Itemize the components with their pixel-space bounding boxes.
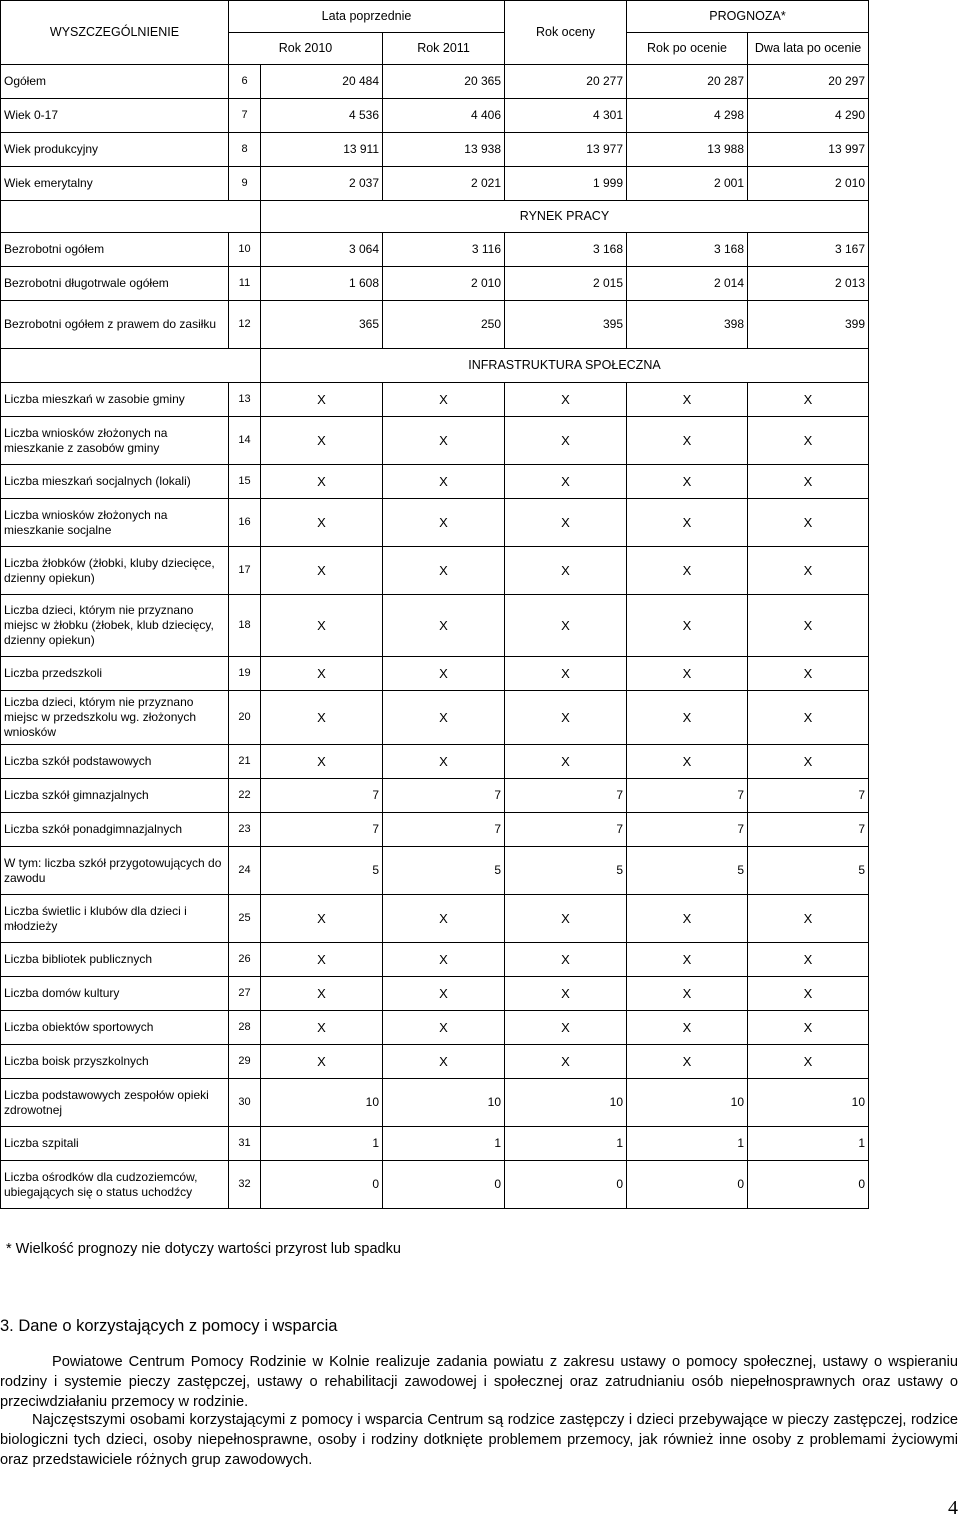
value-cell: X bbox=[627, 383, 748, 417]
value-cell: X bbox=[627, 745, 748, 779]
table-row bbox=[1, 133, 869, 167]
value-cell: 3 168 bbox=[627, 233, 748, 267]
value-cell: 7 bbox=[261, 779, 383, 813]
row-number: 21 bbox=[229, 745, 261, 779]
value-cell: 4 406 bbox=[383, 99, 505, 133]
value-cell: X bbox=[383, 657, 505, 691]
value-cell: 2 010 bbox=[748, 167, 869, 201]
row-number: 22 bbox=[229, 779, 261, 813]
row-label: Liczba szkół ponadgimnazjalnych bbox=[1, 813, 229, 847]
value-cell: 399 bbox=[748, 301, 869, 349]
table-row bbox=[1, 657, 869, 691]
value-cell: 5 bbox=[383, 847, 505, 895]
value-cell: 7 bbox=[748, 779, 869, 813]
value-cell: X bbox=[261, 595, 383, 657]
table-row bbox=[1, 779, 869, 813]
value-cell: 1 bbox=[505, 1127, 627, 1161]
row-number: 13 bbox=[229, 383, 261, 417]
row-number: 31 bbox=[229, 1127, 261, 1161]
value-cell: 0 bbox=[261, 1161, 383, 1209]
row-label: Wiek produkcyjny bbox=[1, 133, 229, 167]
table-row bbox=[1, 547, 869, 595]
row-label: Liczba szkół podstawowych bbox=[1, 745, 229, 779]
row-label: Wiek emerytalny bbox=[1, 167, 229, 201]
value-cell: X bbox=[383, 465, 505, 499]
value-cell: 7 bbox=[383, 779, 505, 813]
value-cell: X bbox=[505, 499, 627, 547]
value-cell: 1 bbox=[627, 1127, 748, 1161]
value-cell: X bbox=[627, 465, 748, 499]
row-label: Liczba mieszkań w zasobie gminy bbox=[1, 383, 229, 417]
value-cell: 13 911 bbox=[261, 133, 383, 167]
value-cell: X bbox=[505, 977, 627, 1011]
value-cell: 20 484 bbox=[261, 65, 383, 99]
row-number: 10 bbox=[229, 233, 261, 267]
table-row bbox=[1, 417, 869, 465]
header-wyszczegolnienie: WYSZCZEGÓLNIENIE bbox=[1, 1, 229, 65]
value-cell: X bbox=[261, 1011, 383, 1045]
row-number: 8 bbox=[229, 133, 261, 167]
value-cell: X bbox=[261, 943, 383, 977]
row-label: Bezrobotni ogółem z prawem do zasiłku bbox=[1, 301, 229, 349]
table-row bbox=[1, 233, 869, 267]
value-cell: 7 bbox=[261, 813, 383, 847]
value-cell: X bbox=[261, 895, 383, 943]
value-cell: 3 116 bbox=[383, 233, 505, 267]
value-cell: X bbox=[505, 943, 627, 977]
row-number: 12 bbox=[229, 301, 261, 349]
row-number: 29 bbox=[229, 1045, 261, 1079]
table-row bbox=[1, 1045, 869, 1079]
value-cell: 10 bbox=[505, 1079, 627, 1127]
row-number: 27 bbox=[229, 977, 261, 1011]
row-label: Wiek 0-17 bbox=[1, 99, 229, 133]
value-cell: 2 014 bbox=[627, 267, 748, 301]
row-number: 14 bbox=[229, 417, 261, 465]
row-number: 20 bbox=[229, 691, 261, 745]
paragraph-1: Powiatowe Centrum Pomocy Rodzinie w Kolnie realizuje zadania powiatu z zakresu ustawy o pomocy społecznej, ustawy o wspieraniu rodziny i systemie pieczy zastępczej, ustawy o rehabilitacji zawodowej i społecznej oraz zatrudnianiu osób niepełnosprawnych oraz ustawy o przeciwdziałaniu przemocy w rodzinie. bbox=[0, 1354, 958, 1410]
row-number: 30 bbox=[229, 1079, 261, 1127]
value-cell: 3 167 bbox=[748, 233, 869, 267]
value-cell: 0 bbox=[748, 1161, 869, 1209]
value-cell: X bbox=[383, 383, 505, 417]
row-label: Liczba boisk przyszkolnych bbox=[1, 1045, 229, 1079]
value-cell: X bbox=[748, 657, 869, 691]
row-label: Liczba szpitali bbox=[1, 1127, 229, 1161]
row-number: 11 bbox=[229, 267, 261, 301]
value-cell: 13 977 bbox=[505, 133, 627, 167]
section-blank-cell bbox=[1, 349, 261, 383]
value-cell: X bbox=[627, 1045, 748, 1079]
row-label: Liczba świetlic i klubów dla dzieci i młodzieży bbox=[1, 895, 229, 943]
table-row bbox=[1, 691, 869, 745]
value-cell: X bbox=[505, 1045, 627, 1079]
value-cell: 10 bbox=[261, 1079, 383, 1127]
value-cell: 20 287 bbox=[627, 65, 748, 99]
value-cell: 2 010 bbox=[383, 267, 505, 301]
row-number: 26 bbox=[229, 943, 261, 977]
value-cell: X bbox=[748, 745, 869, 779]
table-row bbox=[1, 943, 869, 977]
row-label: Liczba szkół gimnazjalnych bbox=[1, 779, 229, 813]
row-number: 15 bbox=[229, 465, 261, 499]
value-cell: X bbox=[261, 1045, 383, 1079]
table-row bbox=[1, 65, 869, 99]
row-label: Ogółem bbox=[1, 65, 229, 99]
table-row bbox=[1, 595, 869, 657]
value-cell: X bbox=[627, 1011, 748, 1045]
value-cell: 1 bbox=[748, 1127, 869, 1161]
value-cell: X bbox=[383, 943, 505, 977]
value-cell: X bbox=[383, 547, 505, 595]
value-cell: X bbox=[627, 547, 748, 595]
value-cell: X bbox=[627, 943, 748, 977]
value-cell: X bbox=[627, 417, 748, 465]
value-cell: 3 168 bbox=[505, 233, 627, 267]
value-cell: X bbox=[505, 657, 627, 691]
value-cell: X bbox=[261, 657, 383, 691]
value-cell: X bbox=[748, 383, 869, 417]
row-number: 24 bbox=[229, 847, 261, 895]
value-cell: 7 bbox=[627, 813, 748, 847]
row-label: Liczba żłobków (żłobki, kluby dziecięce, dzienny opiekun) bbox=[1, 547, 229, 595]
value-cell: 7 bbox=[505, 813, 627, 847]
section-blank-cell bbox=[1, 201, 261, 233]
value-cell: 7 bbox=[748, 813, 869, 847]
row-number: 9 bbox=[229, 167, 261, 201]
header-after-rating: Rok po ocenie bbox=[627, 33, 748, 65]
table-row bbox=[1, 1127, 869, 1161]
row-number: 23 bbox=[229, 813, 261, 847]
value-cell: 250 bbox=[383, 301, 505, 349]
row-number: 19 bbox=[229, 657, 261, 691]
value-cell: X bbox=[748, 1045, 869, 1079]
value-cell: X bbox=[505, 595, 627, 657]
value-cell: X bbox=[505, 547, 627, 595]
row-label: Liczba ośrodków dla cudzoziemców, ubiegających się o status uchodźcy bbox=[1, 1161, 229, 1209]
value-cell: 5 bbox=[748, 847, 869, 895]
row-label: Liczba dzieci, którym nie przyznano miejsc w żłobku (żłobek, klub dziecięcy, dzienny opiekun) bbox=[1, 595, 229, 657]
value-cell: 7 bbox=[383, 813, 505, 847]
row-label: W tym: liczba szkół przygotowujących do zawodu bbox=[1, 847, 229, 895]
row-number: 6 bbox=[229, 65, 261, 99]
row-label: Bezrobotni długotrwale ogółem bbox=[1, 267, 229, 301]
row-label: Liczba przedszkoli bbox=[1, 657, 229, 691]
value-cell: X bbox=[261, 499, 383, 547]
value-cell: X bbox=[383, 745, 505, 779]
value-cell: X bbox=[505, 745, 627, 779]
value-cell: 20 277 bbox=[505, 65, 627, 99]
value-cell: X bbox=[748, 465, 869, 499]
row-label: Bezrobotni ogółem bbox=[1, 233, 229, 267]
value-cell: 7 bbox=[627, 779, 748, 813]
value-cell: 1 608 bbox=[261, 267, 383, 301]
table-row bbox=[1, 813, 869, 847]
row-label: Liczba domów kultury bbox=[1, 977, 229, 1011]
table-row bbox=[1, 99, 869, 133]
value-cell: 5 bbox=[627, 847, 748, 895]
value-cell: X bbox=[261, 417, 383, 465]
table-row bbox=[1, 167, 869, 201]
value-cell: X bbox=[748, 691, 869, 745]
value-cell: 365 bbox=[261, 301, 383, 349]
value-cell: 13 997 bbox=[748, 133, 869, 167]
value-cell: X bbox=[627, 499, 748, 547]
value-cell: 20 365 bbox=[383, 65, 505, 99]
value-cell: X bbox=[383, 1045, 505, 1079]
row-number: 7 bbox=[229, 99, 261, 133]
section-title: RYNEK PRACY bbox=[261, 201, 869, 233]
value-cell: X bbox=[261, 547, 383, 595]
value-cell: 10 bbox=[748, 1079, 869, 1127]
value-cell: X bbox=[748, 595, 869, 657]
value-cell: X bbox=[627, 657, 748, 691]
table-row bbox=[1, 267, 869, 301]
value-cell: X bbox=[261, 691, 383, 745]
value-cell: X bbox=[505, 895, 627, 943]
value-cell: X bbox=[748, 943, 869, 977]
row-number: 17 bbox=[229, 547, 261, 595]
value-cell: 5 bbox=[505, 847, 627, 895]
table-row bbox=[1, 383, 869, 417]
table-row bbox=[1, 977, 869, 1011]
row-label: Liczba obiektów sportowych bbox=[1, 1011, 229, 1045]
value-cell: 13 988 bbox=[627, 133, 748, 167]
value-cell: X bbox=[505, 417, 627, 465]
row-label: Liczba wniosków złożonych na mieszkanie z zasobów gminy bbox=[1, 417, 229, 465]
header-year-2010: Rok 2010 bbox=[229, 33, 383, 65]
value-cell: X bbox=[383, 977, 505, 1011]
row-number: 18 bbox=[229, 595, 261, 657]
section-row bbox=[1, 201, 869, 233]
value-cell: 1 bbox=[261, 1127, 383, 1161]
value-cell: X bbox=[748, 417, 869, 465]
value-cell: X bbox=[748, 499, 869, 547]
value-cell: 4 536 bbox=[261, 99, 383, 133]
value-cell: 0 bbox=[505, 1161, 627, 1209]
value-cell: X bbox=[505, 1011, 627, 1045]
row-number: 16 bbox=[229, 499, 261, 547]
value-cell: X bbox=[261, 745, 383, 779]
value-cell: 3 064 bbox=[261, 233, 383, 267]
table-row bbox=[1, 301, 869, 349]
value-cell: X bbox=[383, 417, 505, 465]
row-label: Liczba mieszkań socjalnych (lokali) bbox=[1, 465, 229, 499]
header-two-years-after: Dwa lata po ocenie bbox=[748, 33, 869, 65]
row-label: Liczba dzieci, którym nie przyznano miejsc w przedszkolu wg. złożonych wniosków bbox=[1, 691, 229, 745]
value-cell: X bbox=[383, 1011, 505, 1045]
row-number: 25 bbox=[229, 895, 261, 943]
value-cell: X bbox=[627, 691, 748, 745]
value-cell: X bbox=[627, 595, 748, 657]
value-cell: 2 021 bbox=[383, 167, 505, 201]
section-heading: 3. Dane o korzystających z pomocy i wsparcia bbox=[0, 1317, 338, 1335]
value-cell: X bbox=[748, 1011, 869, 1045]
value-cell: 0 bbox=[383, 1161, 505, 1209]
value-cell: X bbox=[627, 977, 748, 1011]
value-cell: 0 bbox=[627, 1161, 748, 1209]
value-cell: 395 bbox=[505, 301, 627, 349]
value-cell: X bbox=[627, 895, 748, 943]
value-cell: 2 037 bbox=[261, 167, 383, 201]
section-row bbox=[1, 349, 869, 383]
value-cell: 1 999 bbox=[505, 167, 627, 201]
value-cell: 4 301 bbox=[505, 99, 627, 133]
value-cell: X bbox=[505, 383, 627, 417]
table-row bbox=[1, 895, 869, 943]
value-cell: X bbox=[748, 895, 869, 943]
row-label: Liczba podstawowych zespołów opieki zdrowotnej bbox=[1, 1079, 229, 1127]
header-year-2011: Rok 2011 bbox=[383, 33, 505, 65]
value-cell: 1 bbox=[383, 1127, 505, 1161]
value-cell: X bbox=[748, 547, 869, 595]
value-cell: X bbox=[383, 499, 505, 547]
row-number: 32 bbox=[229, 1161, 261, 1209]
value-cell: 10 bbox=[383, 1079, 505, 1127]
value-cell: 7 bbox=[505, 779, 627, 813]
table-row bbox=[1, 1161, 869, 1209]
value-cell: 2 015 bbox=[505, 267, 627, 301]
row-label: Liczba bibliotek publicznych bbox=[1, 943, 229, 977]
value-cell: 2 013 bbox=[748, 267, 869, 301]
table-row bbox=[1, 1011, 869, 1045]
value-cell: 5 bbox=[261, 847, 383, 895]
value-cell: 4 290 bbox=[748, 99, 869, 133]
value-cell: X bbox=[505, 465, 627, 499]
value-cell: X bbox=[383, 595, 505, 657]
forecast-footnote: * Wielkość prognozy nie dotyczy wartości przyrost lub spadku bbox=[6, 1241, 401, 1257]
value-cell: 398 bbox=[627, 301, 748, 349]
table-row bbox=[1, 745, 869, 779]
value-cell: X bbox=[383, 691, 505, 745]
table-row bbox=[1, 1079, 869, 1127]
value-cell: 10 bbox=[627, 1079, 748, 1127]
header-forecast: PROGNOZA* bbox=[627, 1, 869, 33]
section-title: INFRASTRUKTURA SPOŁECZNA bbox=[261, 349, 869, 383]
value-cell: X bbox=[748, 977, 869, 1011]
table-row bbox=[1, 499, 869, 547]
header-rating-year: Rok oceny bbox=[505, 1, 627, 65]
row-label: Liczba wniosków złożonych na mieszkanie socjalne bbox=[1, 499, 229, 547]
value-cell: X bbox=[261, 465, 383, 499]
page-number: 4 bbox=[948, 1497, 958, 1519]
table-row bbox=[1, 465, 869, 499]
header-prev-years: Lata poprzednie bbox=[229, 1, 505, 33]
table-row bbox=[1, 847, 869, 895]
value-cell: 13 938 bbox=[383, 133, 505, 167]
value-cell: 4 298 bbox=[627, 99, 748, 133]
value-cell: X bbox=[261, 383, 383, 417]
row-number: 28 bbox=[229, 1011, 261, 1045]
value-cell: 2 001 bbox=[627, 167, 748, 201]
paragraph-2: Najczęstszymi osobami korzystającymi z pomocy i wsparcia Centrum są rodzice zastępczy i dzieci przebywające w pieczy zastępczej, rodzice biologiczni tych dzieci, osoby niepełnosprawne, osoby i rodziny dotknięte problemem przemocy, jak również inne osoby z problemami życiowymi oraz przedstawiciele różnych grup zawodowych. bbox=[0, 1412, 958, 1468]
value-cell: X bbox=[505, 691, 627, 745]
value-cell: X bbox=[261, 977, 383, 1011]
value-cell: X bbox=[383, 895, 505, 943]
value-cell: 20 297 bbox=[748, 65, 869, 99]
